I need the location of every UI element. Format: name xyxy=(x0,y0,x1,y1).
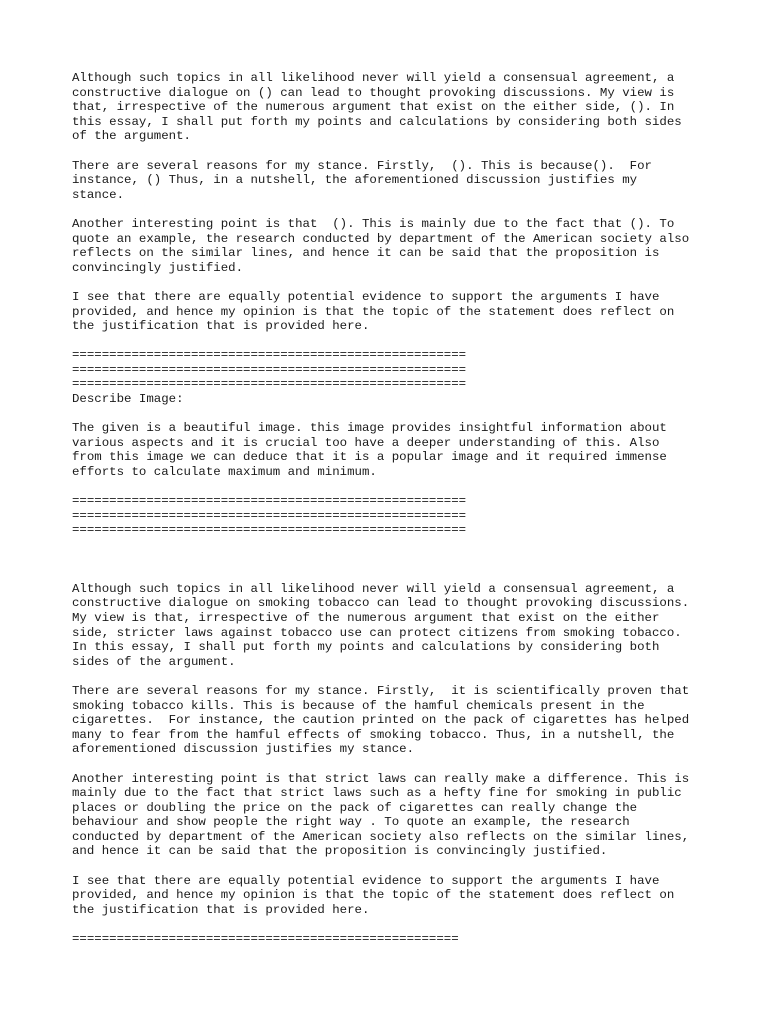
separator-rule xyxy=(72,932,732,947)
rule-line: ===================================================== xyxy=(72,523,467,538)
text-line: instance, () Thus, in a nutshell, the aforementioned discussion justifies my xyxy=(72,173,638,188)
text-line: smoking tobacco kills. This is because of the hamful chemicals present in the xyxy=(72,698,645,713)
text-line: Although such topics in all likelihood never will yield a consensual agreement, a xyxy=(72,581,675,596)
intro-paragraph xyxy=(72,582,732,670)
rule-line: ===================================================== xyxy=(72,508,467,523)
describe-image-section xyxy=(72,392,732,480)
text-line: behaviour and show people the right way . To quote an example, the research xyxy=(72,815,630,830)
separator-rule xyxy=(72,348,732,392)
separator-rule xyxy=(72,494,732,538)
text-line: In this essay, I shall put forth my points and calculations by considering both xyxy=(72,640,660,655)
text-line: Another interesting point is that (). This is mainly due to the fact that (). To xyxy=(72,216,675,231)
rule-line: ===================================================== xyxy=(72,377,467,392)
body-paragraph-2 xyxy=(72,217,732,275)
text-line: various aspects and it is crucial too have a deeper understanding of this. Also xyxy=(72,435,660,450)
text-line: this essay, I shall put forth my points and calculations by considering both sides xyxy=(72,114,682,129)
document-page xyxy=(72,71,732,947)
rule-line: ==================================================== xyxy=(72,932,459,947)
text-line: sides of the argument. xyxy=(72,654,236,669)
text-line: of the argument. xyxy=(72,129,191,144)
text-line: places or doubling the price on the pack of cigarettes can really change the xyxy=(72,800,638,815)
text-line: that, irrespective of the numerous argument that exist on the either side, (). In xyxy=(72,100,675,115)
body-paragraph-2 xyxy=(72,772,732,860)
text-line: There are several reasons for my stance. Firstly, it is scientifically proven that xyxy=(72,683,690,698)
text-line: I see that there are equally potential evidence to support the arguments I have xyxy=(72,289,660,304)
text-line: many to fear from the hamful effects of smoking tobacco. Thus, in a nutshell, the xyxy=(72,727,675,742)
conclusion-paragraph xyxy=(72,290,732,334)
rule-line: ===================================================== xyxy=(72,494,467,509)
text-line: Another interesting point is that strict laws can really make a difference. This is xyxy=(72,771,690,786)
body-paragraph-1 xyxy=(72,159,732,203)
text-line: There are several reasons for my stance. Firstly, (). This is because(). For xyxy=(72,158,652,173)
body-paragraph-1 xyxy=(72,684,732,757)
text-line: cigarettes. For instance, the caution printed on the pack of cigarettes has helped xyxy=(72,713,690,728)
conclusion-paragraph xyxy=(72,874,732,918)
describe-image-paragraph xyxy=(72,421,732,479)
text-line: aforementioned discussion justifies my stance. xyxy=(72,742,415,757)
text-line: the justification that is provided here. xyxy=(72,319,370,334)
text-line: constructive dialogue on () can lead to thought provoking discussions. My view is xyxy=(72,85,675,100)
section-heading: Describe Image: xyxy=(72,392,184,407)
text-line: The given is a beautiful image. this image provides insightful information about xyxy=(72,421,667,436)
text-line: I see that there are equally potential evidence to support the arguments I have xyxy=(72,873,660,888)
rule-line: ===================================================== xyxy=(72,362,467,377)
smoking-essay xyxy=(72,582,732,918)
text-line: convincingly justified. xyxy=(72,260,244,275)
text-line: conducted by department of the American society also reflects on the similar lines, xyxy=(72,829,690,844)
text-line: mainly due to the fact that strict laws such as a hefty fine for smoking in public xyxy=(72,786,682,801)
text-line: stance. xyxy=(72,187,125,202)
text-line: reflects on the similar lines, and hence it can be said that the proposition is xyxy=(72,246,660,261)
text-line: and hence it can be said that the proposition is convincingly justified. xyxy=(72,844,608,859)
template-essay xyxy=(72,71,732,334)
text-line: provided, and hence my opinion is that the topic of the statement does reflect on xyxy=(72,304,675,319)
text-line: constructive dialogue on smoking tobacco can lead to thought provoking discussions. xyxy=(72,596,690,611)
text-line: side, stricter laws against tobacco use can protect citizens from smoking tobacco. xyxy=(72,625,682,640)
text-line: efforts to calculate maximum and minimum. xyxy=(72,465,377,480)
text-line: provided, and hence my opinion is that the topic of the statement does reflect on xyxy=(72,888,675,903)
intro-paragraph xyxy=(72,71,732,144)
text-line: quote an example, the research conducted by department of the American society also xyxy=(72,231,690,246)
text-line: My view is that, irrespective of the numerous argument that exist on the either xyxy=(72,610,660,625)
rule-line: ===================================================== xyxy=(72,348,467,363)
text-line: the justification that is provided here. xyxy=(72,902,370,917)
text-line: Although such topics in all likelihood never will yield a consensual agreement, a xyxy=(72,71,675,85)
text-line: from this image we can deduce that it is a popular image and it required immense xyxy=(72,450,667,465)
